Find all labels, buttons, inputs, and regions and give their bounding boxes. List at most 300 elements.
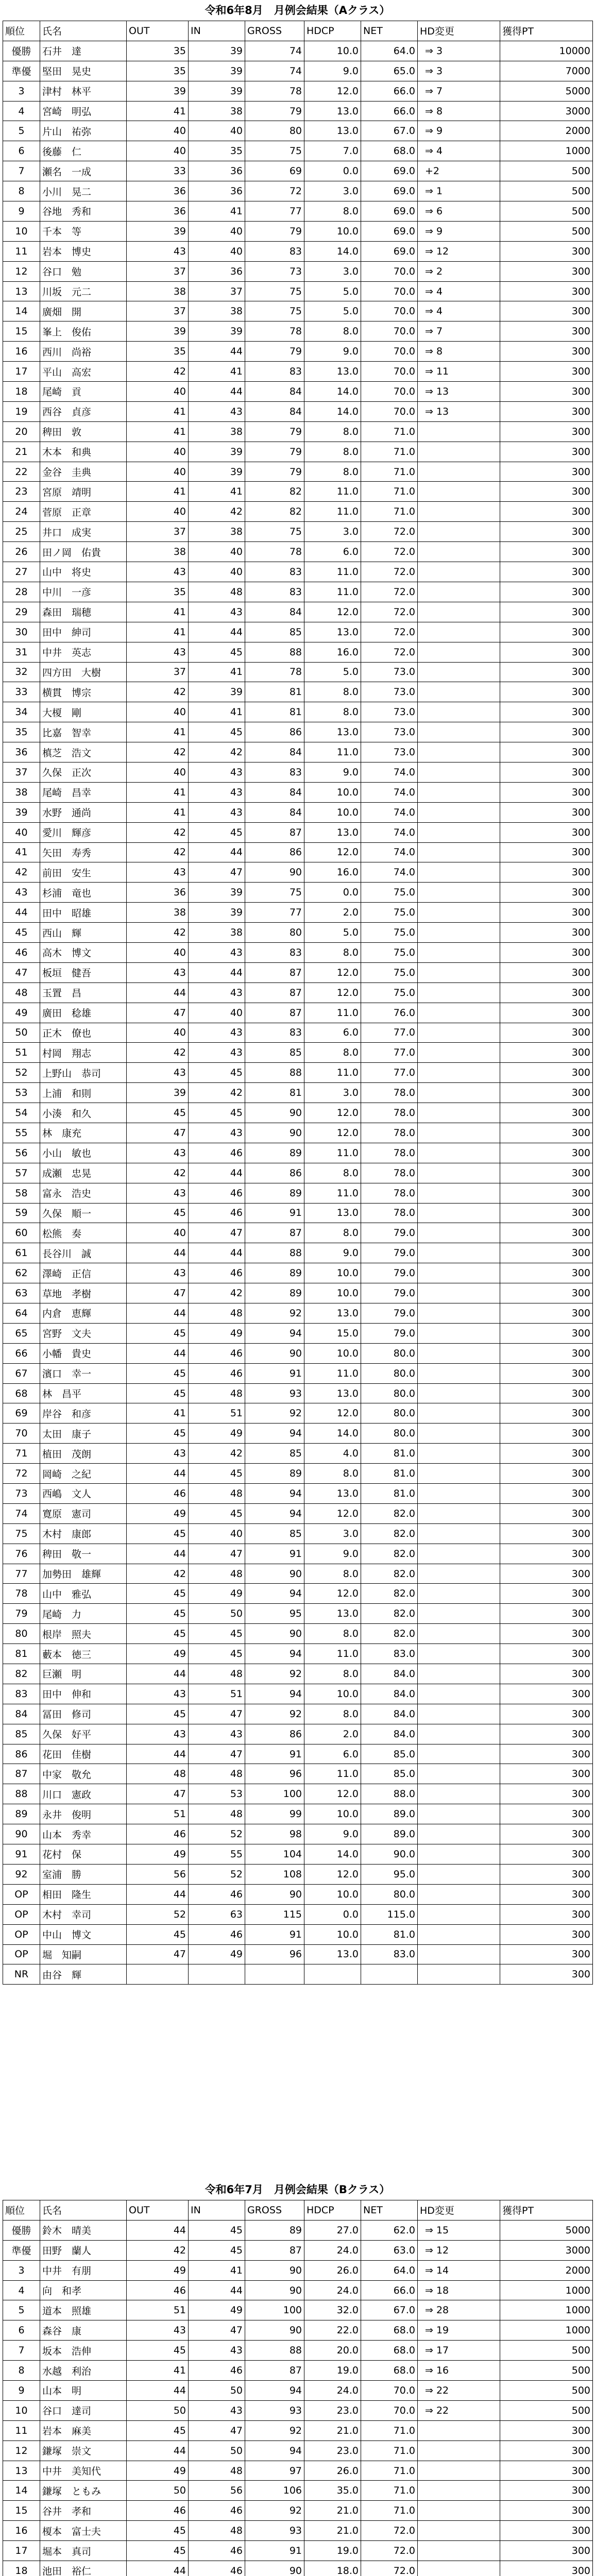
net-cell: 82.0 <box>361 1503 418 1523</box>
net-cell: 69.0 <box>361 201 418 222</box>
name-cell: 木村 康郎 <box>40 1523 127 1544</box>
hd-change-cell <box>418 1163 500 1183</box>
table-row <box>3 1323 593 1343</box>
net-cell: 66.0 <box>361 2280 418 2300</box>
name-cell: 宮野 文夫 <box>40 1323 127 1343</box>
net-cell: 64.0 <box>361 2260 418 2280</box>
gross-cell: 79 <box>245 421 304 442</box>
table-header-row <box>3 21 593 41</box>
net-cell: 66.0 <box>361 81 418 101</box>
net-cell: 81.0 <box>361 1924 418 1944</box>
net-cell: 73.0 <box>361 682 418 702</box>
hdcp-cell: 13.0 <box>304 622 361 642</box>
points-cell: 300 <box>500 362 593 382</box>
hdcp-cell: 8.0 <box>304 462 361 482</box>
hdcp-cell: 5.0 <box>304 301 361 321</box>
hd-change-cell: ⇒ 4 <box>418 301 500 321</box>
rank-cell: 71 <box>3 1444 40 1464</box>
in-cell: 39 <box>189 81 245 101</box>
rank-cell: 51 <box>3 1043 40 1063</box>
name-cell: 藪本 徳三 <box>40 1644 127 1664</box>
points-cell: 300 <box>500 962 593 982</box>
rank-cell: 15 <box>3 321 40 342</box>
net-cell: 82.0 <box>361 1624 418 1644</box>
hdcp-cell: 12.0 <box>304 81 361 101</box>
hd-change-cell <box>418 2521 500 2541</box>
name-cell: 坂本 浩伸 <box>40 2341 127 2361</box>
in-cell: 44 <box>189 962 245 982</box>
in-cell: 49 <box>189 1423 245 1444</box>
table-row <box>3 1764 593 1784</box>
hd-change-cell <box>418 1604 500 1624</box>
gross-cell: 79 <box>245 221 304 241</box>
name-cell: 久保 順一 <box>40 1203 127 1223</box>
hdcp-cell: 12.0 <box>304 982 361 1003</box>
hdcp-cell: 3.0 <box>304 1523 361 1544</box>
name-cell: 井口 成実 <box>40 522 127 542</box>
hd-change-cell <box>418 1203 500 1223</box>
hd-change-cell <box>418 582 500 602</box>
in-cell: 47 <box>189 1704 245 1724</box>
in-cell: 44 <box>189 382 245 402</box>
gross-cell: 75 <box>245 141 304 161</box>
hdcp-cell: 19.0 <box>304 2541 361 2561</box>
rank-cell: 14 <box>3 2481 40 2501</box>
points-cell: 300 <box>500 2461 593 2481</box>
in-cell: 42 <box>189 1283 245 1303</box>
rank-cell: 31 <box>3 642 40 662</box>
hdcp-cell: 27.0 <box>304 2220 361 2240</box>
rank-cell: 35 <box>3 722 40 742</box>
hdcp-cell: 0.0 <box>304 1904 361 1924</box>
points-cell: 10000 <box>500 41 593 61</box>
out-cell: 41 <box>127 401 189 421</box>
points-cell: 300 <box>500 1484 593 1504</box>
in-cell: 45 <box>189 2240 245 2260</box>
out-cell: 37 <box>127 261 189 281</box>
net-cell: 89.0 <box>361 1804 418 1824</box>
gross-cell: 86 <box>245 1724 304 1744</box>
hd-change-cell <box>418 502 500 522</box>
hdcp-cell: 10.0 <box>304 782 361 802</box>
table-row <box>3 1003 593 1023</box>
rank-cell: 58 <box>3 1183 40 1203</box>
points-cell: 300 <box>500 1904 593 1924</box>
name-cell: 尾崎 貢 <box>40 382 127 402</box>
points-cell: 300 <box>500 1684 593 1704</box>
out-cell: 44 <box>127 2381 189 2401</box>
hd-change-cell <box>418 762 500 782</box>
out-cell: 41 <box>127 101 189 121</box>
out-cell: 43 <box>127 562 189 582</box>
table-row <box>3 462 593 482</box>
hdcp-cell: 12.0 <box>304 602 361 622</box>
out-cell: 45 <box>127 1363 189 1383</box>
rank-cell: 43 <box>3 883 40 903</box>
hdcp-cell: 24.0 <box>304 2381 361 2401</box>
hdcp-cell: 3.0 <box>304 181 361 201</box>
points-cell: 300 <box>500 642 593 662</box>
rank-cell: 85 <box>3 1724 40 1744</box>
net-cell: 81.0 <box>361 1464 418 1484</box>
out-cell: 40 <box>127 121 189 141</box>
rank-cell: 72 <box>3 1464 40 1484</box>
hd-change-cell: ⇒ 7 <box>418 321 500 342</box>
hdcp-cell: 9.0 <box>304 1824 361 1844</box>
rank-cell: 84 <box>3 1704 40 1724</box>
gross-cell: 72 <box>245 181 304 201</box>
in-cell: 47 <box>189 1744 245 1764</box>
hdcp-cell: 12.0 <box>304 1584 361 1604</box>
points-cell: 300 <box>500 382 593 402</box>
gross-cell: 88 <box>245 2341 304 2361</box>
table-row <box>3 61 593 81</box>
name-cell: 太田 康子 <box>40 1423 127 1444</box>
in-cell: 49 <box>189 2300 245 2320</box>
in-cell: 43 <box>189 2341 245 2361</box>
hdcp-cell: 8.0 <box>304 1223 361 1243</box>
table-row <box>3 1444 593 1464</box>
name-cell: 向 和孝 <box>40 2280 127 2300</box>
hd-change-cell <box>418 942 500 962</box>
name-cell: 冨田 修司 <box>40 1704 127 1724</box>
hd-change-cell <box>418 1523 500 1544</box>
hdcp-cell: 11.0 <box>304 1644 361 1664</box>
name-cell: 田中 伸和 <box>40 1684 127 1704</box>
rank-cell: 44 <box>3 903 40 923</box>
rank-cell: 92 <box>3 1864 40 1884</box>
net-cell: 85.0 <box>361 1764 418 1784</box>
gross-cell: 94 <box>245 1484 304 1504</box>
points-cell: 300 <box>500 1704 593 1724</box>
gross-cell: 96 <box>245 1944 304 1964</box>
rank-cell: 5 <box>3 2300 40 2320</box>
gross-cell: 73 <box>245 261 304 281</box>
net-cell: 67.0 <box>361 121 418 141</box>
in-cell: 39 <box>189 321 245 342</box>
net-cell: 83.0 <box>361 1644 418 1664</box>
net-cell: 69.0 <box>361 241 418 261</box>
in-header: IN <box>189 21 245 41</box>
hdcp-cell: 11.0 <box>304 582 361 602</box>
out-cell: 40 <box>127 502 189 522</box>
hd-change-cell <box>418 1464 500 1484</box>
out-cell: 41 <box>127 802 189 822</box>
in-cell: 35 <box>189 141 245 161</box>
in-cell: 46 <box>189 2541 245 2561</box>
rank-cell: 75 <box>3 1523 40 1544</box>
net-cell: 70.0 <box>361 382 418 402</box>
rank-cell: 優勝 <box>3 41 40 61</box>
out-cell: 47 <box>127 1784 189 1804</box>
gross-cell: 69 <box>245 161 304 181</box>
in-cell: 46 <box>189 2361 245 2381</box>
in-cell: 36 <box>189 161 245 181</box>
points-cell: 300 <box>500 1063 593 1083</box>
rank-cell: 90 <box>3 1824 40 1844</box>
name-cell: 鎌塚 ともみ <box>40 2481 127 2501</box>
out-cell: 43 <box>127 1263 189 1283</box>
table-row <box>3 1744 593 1764</box>
points-cell: 300 <box>500 1003 593 1023</box>
name-cell: 木村 幸司 <box>40 1904 127 1924</box>
hd-change-cell <box>418 1043 500 1063</box>
points-cell: 300 <box>500 1303 593 1324</box>
in-cell: 42 <box>189 1444 245 1464</box>
name-cell: 石井 達 <box>40 41 127 61</box>
points-cell: 300 <box>500 2521 593 2541</box>
in-cell: 41 <box>189 662 245 682</box>
rank-cell: 23 <box>3 482 40 502</box>
name-cell: 池田 裕仁 <box>40 2561 127 2576</box>
rank-cell: 12 <box>3 2441 40 2461</box>
name-cell: 津村 林平 <box>40 81 127 101</box>
gross-cell: 90 <box>245 2260 304 2280</box>
gross-cell: 89 <box>245 1464 304 1484</box>
net-cell: 85.0 <box>361 1744 418 1764</box>
hdcp-cell: 9.0 <box>304 1544 361 1564</box>
points-cell: 300 <box>500 1343 593 1363</box>
in-cell: 45 <box>189 1624 245 1644</box>
name-cell: 堀本 真司 <box>40 2541 127 2561</box>
name-cell: 濱口 幸一 <box>40 1363 127 1383</box>
in-cell: 48 <box>189 1764 245 1784</box>
net-cell: 79.0 <box>361 1223 418 1243</box>
in-cell: 45 <box>189 822 245 842</box>
out-cell: 39 <box>127 1083 189 1103</box>
hdcp-cell: 12.0 <box>304 1123 361 1143</box>
table-row <box>3 1484 593 1504</box>
net-cell: 70.0 <box>361 301 418 321</box>
gross-cell: 94 <box>245 1503 304 1523</box>
out-cell: 46 <box>127 1484 189 1504</box>
gross-cell: 84 <box>245 602 304 622</box>
name-cell: 鎌塚 崇文 <box>40 2441 127 2461</box>
table-row <box>3 822 593 842</box>
gross-cell: 90 <box>245 1564 304 1584</box>
points-cell: 300 <box>500 702 593 722</box>
rank-cell: 15 <box>3 2501 40 2521</box>
name-cell: 槙芝 浩文 <box>40 742 127 762</box>
name-header: 氏名 <box>40 2200 127 2221</box>
rank-cell: 16 <box>3 342 40 362</box>
name-cell: 森谷 康 <box>40 2320 127 2341</box>
table-row <box>3 1383 593 1403</box>
table-row <box>3 942 593 962</box>
name-cell: 谷地 秀和 <box>40 201 127 222</box>
in-cell: 40 <box>189 121 245 141</box>
points-cell: 300 <box>500 1523 593 1544</box>
hd-change-cell <box>418 802 500 822</box>
name-cell: 榎本 富士夫 <box>40 2521 127 2541</box>
hd-change-cell: ⇒ 16 <box>418 2361 500 2381</box>
points-cell: 300 <box>500 462 593 482</box>
hdcp-cell: 6.0 <box>304 1023 361 1043</box>
net-cell: 64.0 <box>361 41 418 61</box>
hdcp-cell: 8.0 <box>304 442 361 462</box>
rank-cell: 8 <box>3 2361 40 2381</box>
net-cell: 71.0 <box>361 462 418 482</box>
name-cell: 廣畑 開 <box>40 301 127 321</box>
points-cell: 2000 <box>500 121 593 141</box>
name-cell: 中井 美知代 <box>40 2461 127 2481</box>
in-cell: 43 <box>189 942 245 962</box>
hdcp-cell: 21.0 <box>304 2420 361 2441</box>
hdcp-cell: 10.0 <box>304 1263 361 1283</box>
in-cell: 39 <box>189 883 245 903</box>
table-row <box>3 2361 593 2381</box>
points-cell: 300 <box>500 2561 593 2576</box>
name-cell: 菅原 正章 <box>40 502 127 522</box>
net-cell: 74.0 <box>361 842 418 862</box>
out-cell: 43 <box>127 862 189 883</box>
hdcp-cell: 16.0 <box>304 642 361 662</box>
points-cell: 500 <box>500 201 593 222</box>
name-cell: 山中 将史 <box>40 562 127 582</box>
points-cell: 500 <box>500 161 593 181</box>
rank-cell: 80 <box>3 1624 40 1644</box>
rank-cell: 17 <box>3 2541 40 2561</box>
name-cell: 松熊 奏 <box>40 1223 127 1243</box>
in-cell: 55 <box>189 1844 245 1865</box>
net-cell: 80.0 <box>361 1884 418 1904</box>
out-cell: 42 <box>127 1043 189 1063</box>
name-cell: 高木 博文 <box>40 942 127 962</box>
name-cell: 水越 利治 <box>40 2361 127 2381</box>
out-cell: 45 <box>127 2341 189 2361</box>
name-cell: 森田 瑞穂 <box>40 602 127 622</box>
hd-change-cell <box>418 1423 500 1444</box>
table-row <box>3 2461 593 2481</box>
name-cell: 金谷 圭典 <box>40 462 127 482</box>
table-row <box>3 1664 593 1684</box>
hdcp-cell: 19.0 <box>304 2361 361 2381</box>
in-cell: 43 <box>189 1023 245 1043</box>
out-cell: 41 <box>127 2361 189 2381</box>
in-cell: 47 <box>189 1544 245 1564</box>
hd-change-cell <box>418 522 500 542</box>
hdcp-cell: 8.0 <box>304 201 361 222</box>
table-row <box>3 883 593 903</box>
gross-cell: 81 <box>245 702 304 722</box>
name-cell: 久保 好平 <box>40 1724 127 1744</box>
table-row <box>3 1944 593 1964</box>
in-cell: 45 <box>189 1464 245 1484</box>
hd-change-cell <box>418 1243 500 1263</box>
hd-change-cell <box>418 682 500 702</box>
net-cell: 77.0 <box>361 1023 418 1043</box>
out-cell: 42 <box>127 923 189 943</box>
in-cell: 47 <box>189 2420 245 2441</box>
gross-cell: 87 <box>245 982 304 1003</box>
gross-cell: 83 <box>245 942 304 962</box>
name-cell: 中井 英志 <box>40 642 127 662</box>
points-cell: 300 <box>500 281 593 301</box>
out-cell: 47 <box>127 1003 189 1023</box>
rank-cell: 34 <box>3 702 40 722</box>
rank-cell: 36 <box>3 742 40 762</box>
hdcp-cell: 21.0 <box>304 2501 361 2521</box>
table-row <box>3 2240 593 2260</box>
in-cell: 46 <box>189 1924 245 1944</box>
rank-cell: 50 <box>3 1023 40 1043</box>
net-cell: 72.0 <box>361 582 418 602</box>
in-cell: 43 <box>189 982 245 1003</box>
gross-cell: 92 <box>245 1664 304 1684</box>
name-cell: 川口 憲政 <box>40 1784 127 1804</box>
net-cell: 78.0 <box>361 1163 418 1183</box>
hdcp-cell: 0.0 <box>304 161 361 181</box>
hd-change-cell: ⇒ 7 <box>418 81 500 101</box>
name-cell: 西川 尚裕 <box>40 342 127 362</box>
name-cell: 宮崎 明弘 <box>40 101 127 121</box>
net-cell: 84.0 <box>361 1684 418 1704</box>
in-cell: 52 <box>189 1864 245 1884</box>
hd-change-cell <box>418 1263 500 1283</box>
net-cell: 70.0 <box>361 281 418 301</box>
name-cell: 山本 秀幸 <box>40 1824 127 1844</box>
table-row <box>3 141 593 161</box>
rank-cell: 27 <box>3 562 40 582</box>
in-cell: 47 <box>189 862 245 883</box>
in-cell: 48 <box>189 1664 245 1684</box>
table-row <box>3 101 593 121</box>
hd-change-cell: ⇒ 18 <box>418 2280 500 2300</box>
gross-cell: 77 <box>245 201 304 222</box>
rank-cell: 39 <box>3 802 40 822</box>
gross-cell: 83 <box>245 1023 304 1043</box>
name-cell: 谷井 孝和 <box>40 2501 127 2521</box>
rank-cell: 10 <box>3 221 40 241</box>
table-row <box>3 2280 593 2300</box>
hd-change-cell: ⇒ 22 <box>418 2400 500 2420</box>
net-header: NET <box>361 2200 418 2221</box>
net-cell: 81.0 <box>361 1444 418 1464</box>
rank-cell: 55 <box>3 1123 40 1143</box>
hdcp-cell: 8.0 <box>304 1043 361 1063</box>
gross-cell: 84 <box>245 401 304 421</box>
net-cell: 70.0 <box>361 401 418 421</box>
gross-cell: 78 <box>245 321 304 342</box>
points-cell: 300 <box>500 2420 593 2441</box>
out-cell: 41 <box>127 602 189 622</box>
gross-cell: 83 <box>245 241 304 261</box>
hd-change-cell <box>418 1664 500 1684</box>
hd-change-cell: ⇒ 4 <box>418 141 500 161</box>
rank-cell: 38 <box>3 782 40 802</box>
out-cell: 40 <box>127 762 189 782</box>
hdcp-cell: 2.0 <box>304 1724 361 1744</box>
name-cell: 瀬名 一成 <box>40 161 127 181</box>
name-cell: 小湊 和久 <box>40 1103 127 1123</box>
out-cell: 52 <box>127 1904 189 1924</box>
rank-cell: 57 <box>3 1163 40 1183</box>
net-cell: 115.0 <box>361 1904 418 1924</box>
table-row <box>3 2260 593 2280</box>
name-cell: 上野山 恭司 <box>40 1063 127 1083</box>
net-cell: 74.0 <box>361 862 418 883</box>
table-row <box>3 1864 593 1884</box>
hd-change-cell: +2 <box>418 161 500 181</box>
in-cell: 43 <box>189 802 245 822</box>
out-cell: 36 <box>127 201 189 222</box>
gross-cell: 85 <box>245 1523 304 1544</box>
hdcp-cell: 14.0 <box>304 401 361 421</box>
rank-cell: 63 <box>3 1283 40 1303</box>
out-cell: 44 <box>127 1243 189 1263</box>
table-row <box>3 2220 593 2240</box>
hd-change-cell <box>418 1944 500 1964</box>
